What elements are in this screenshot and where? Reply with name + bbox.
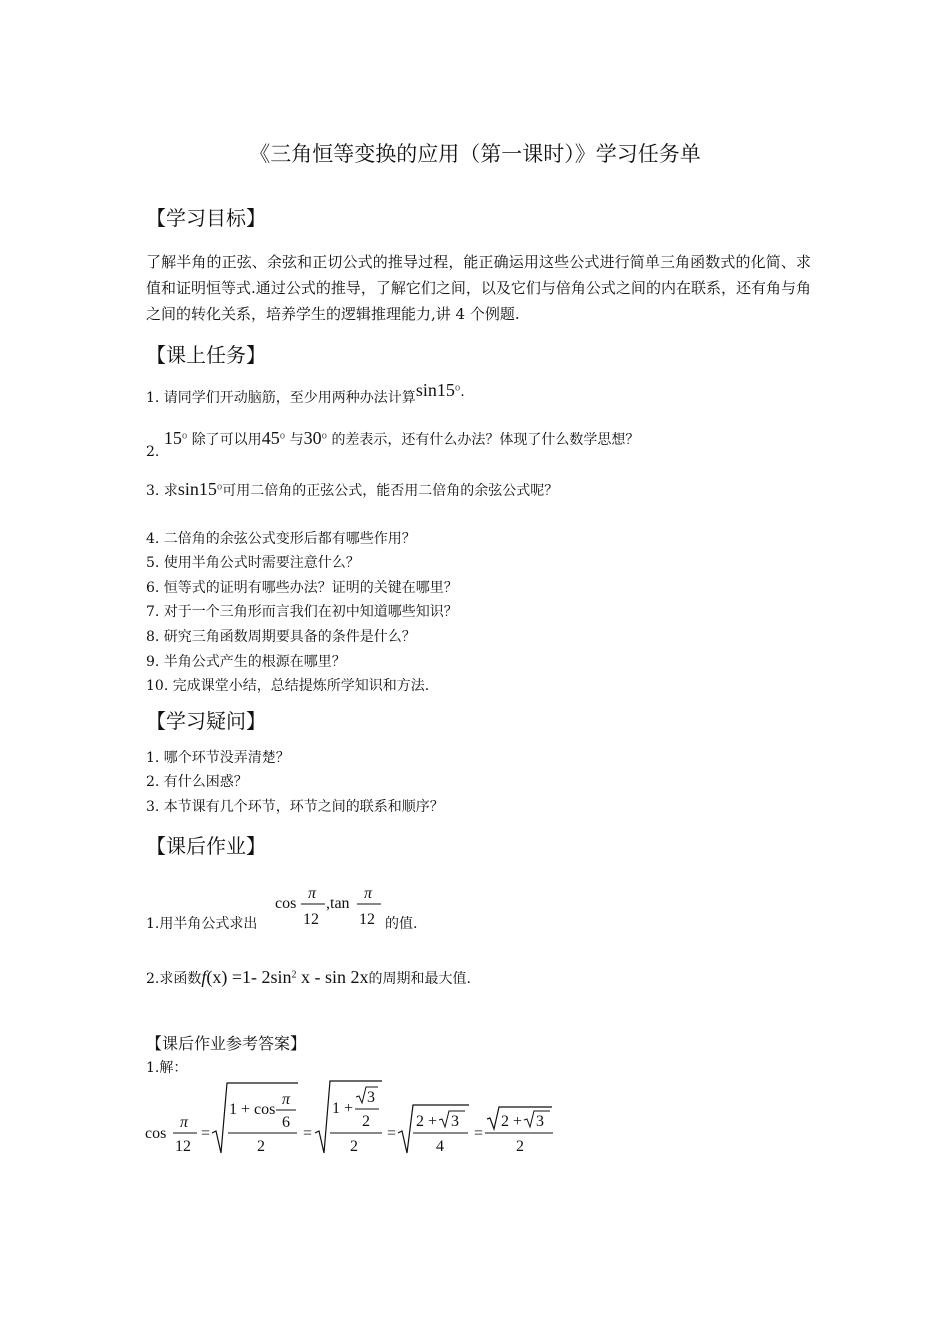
svg-text:12: 12 bbox=[303, 911, 319, 928]
question-item: 2. 有什么困惑？ bbox=[146, 774, 248, 790]
svg-text:2 +: 2 + bbox=[501, 1113, 523, 1130]
svg-text:12: 12 bbox=[359, 911, 375, 928]
svg-text:cos: cos bbox=[275, 895, 297, 912]
homework-2: 2.求函数f(x) =1- $2\sin^2$ x - sin 2x的周期和最大值. bbox=[146, 967, 471, 987]
svg-text:3: 3 bbox=[367, 1089, 375, 1106]
question-item: 1. 哪个环节没弄清楚？ bbox=[146, 750, 290, 766]
svg-text:,tan: ,tan bbox=[326, 895, 350, 912]
svg-text:3: 3 bbox=[536, 1113, 544, 1130]
svg-text:π: π bbox=[282, 1091, 291, 1108]
task-item-1: 1. 请同学们开动脑筋，至少用两种办法计算sin15$^o$. bbox=[146, 380, 465, 406]
task-item-3: 3. 求sin15$^o$可用二倍角的正弦公式，能否用二倍角的余弦公式呢？ bbox=[146, 479, 559, 499]
homework-1-formula bbox=[272, 878, 386, 930]
answers-heading: 【课后作业参考答案】 bbox=[146, 1034, 307, 1053]
homework-1-suffix: 的值. bbox=[385, 916, 418, 932]
task-item: 8. 研究三角函数周期要具备的条件是什么？ bbox=[146, 629, 416, 645]
task-item-2: 2. 15$^o$ 除了可以用45$^o$ 与30$^o$ 的差表示，还有什么办法？体现了什么数学思想？ bbox=[146, 428, 640, 460]
section-heading-homework: 【课后作业】 bbox=[146, 834, 266, 858]
task-item: 7. 对于一个三角形而言我们在初中知道哪些知识？ bbox=[146, 604, 458, 620]
svg-text:1 + cos: 1 + cos bbox=[229, 1101, 276, 1118]
answer-1-equation bbox=[140, 1075, 570, 1160]
svg-text:2: 2 bbox=[257, 1138, 265, 1155]
page-title: 《三角恒等变换的应用（第一课时）》学习任务单 bbox=[249, 142, 701, 166]
svg-text:=: = bbox=[201, 1125, 211, 1142]
svg-text:12: 12 bbox=[175, 1138, 191, 1155]
task-item: 9. 半角公式产生的根源在哪里？ bbox=[146, 654, 346, 670]
task-item: 6. 恒等式的证明有哪些办法？证明的关键在哪里？ bbox=[146, 580, 458, 596]
svg-text:π: π bbox=[364, 885, 373, 902]
svg-text:6: 6 bbox=[282, 1114, 290, 1131]
answers-label: 1.解： bbox=[146, 1060, 188, 1076]
svg-text:1 +: 1 + bbox=[332, 1100, 354, 1117]
svg-text:2: 2 bbox=[350, 1138, 358, 1155]
svg-text:4: 4 bbox=[436, 1138, 444, 1155]
task-item: 10. 完成课堂小结，总结提炼所学知识和方法. bbox=[146, 678, 430, 694]
svg-text:2: 2 bbox=[362, 1113, 370, 1130]
section-heading-tasks: 【课上任务】 bbox=[146, 343, 266, 367]
goals-paragraph: 了解半角的正弦、余弦和正切公式的推导过程，能正确运用这些公式进行简单三角函数式的化简、求值和证明恒等式.通过公式的推导，了解它们之间，以及它们与倍角公式之间的内在联系，还有角与角之间的转化关系，培养学生的逻辑推理能力,讲 4 个例题. bbox=[146, 253, 811, 323]
svg-text:2 +: 2 + bbox=[416, 1113, 438, 1130]
svg-text:=: = bbox=[387, 1125, 397, 1142]
homework-1-prefix: 1.用半角公式求出 bbox=[146, 916, 258, 932]
task-item: 4. 二倍角的余弦公式变形后都有哪些作用？ bbox=[146, 531, 416, 547]
task-item: 5. 使用半角公式时需要注意什么？ bbox=[146, 555, 360, 571]
svg-text:3: 3 bbox=[451, 1113, 459, 1130]
question-item: 3. 本节课有几个环节，环节之间的联系和顺序？ bbox=[146, 799, 444, 815]
svg-text:cos: cos bbox=[145, 1125, 167, 1142]
svg-text:π: π bbox=[180, 1114, 189, 1131]
svg-text:=: = bbox=[303, 1125, 313, 1142]
svg-text:π: π bbox=[308, 885, 317, 902]
svg-text:=: = bbox=[474, 1125, 484, 1142]
section-heading-goals: 【学习目标】 bbox=[146, 206, 266, 230]
svg-text:2: 2 bbox=[516, 1138, 524, 1155]
section-heading-questions: 【学习疑问】 bbox=[146, 709, 266, 733]
